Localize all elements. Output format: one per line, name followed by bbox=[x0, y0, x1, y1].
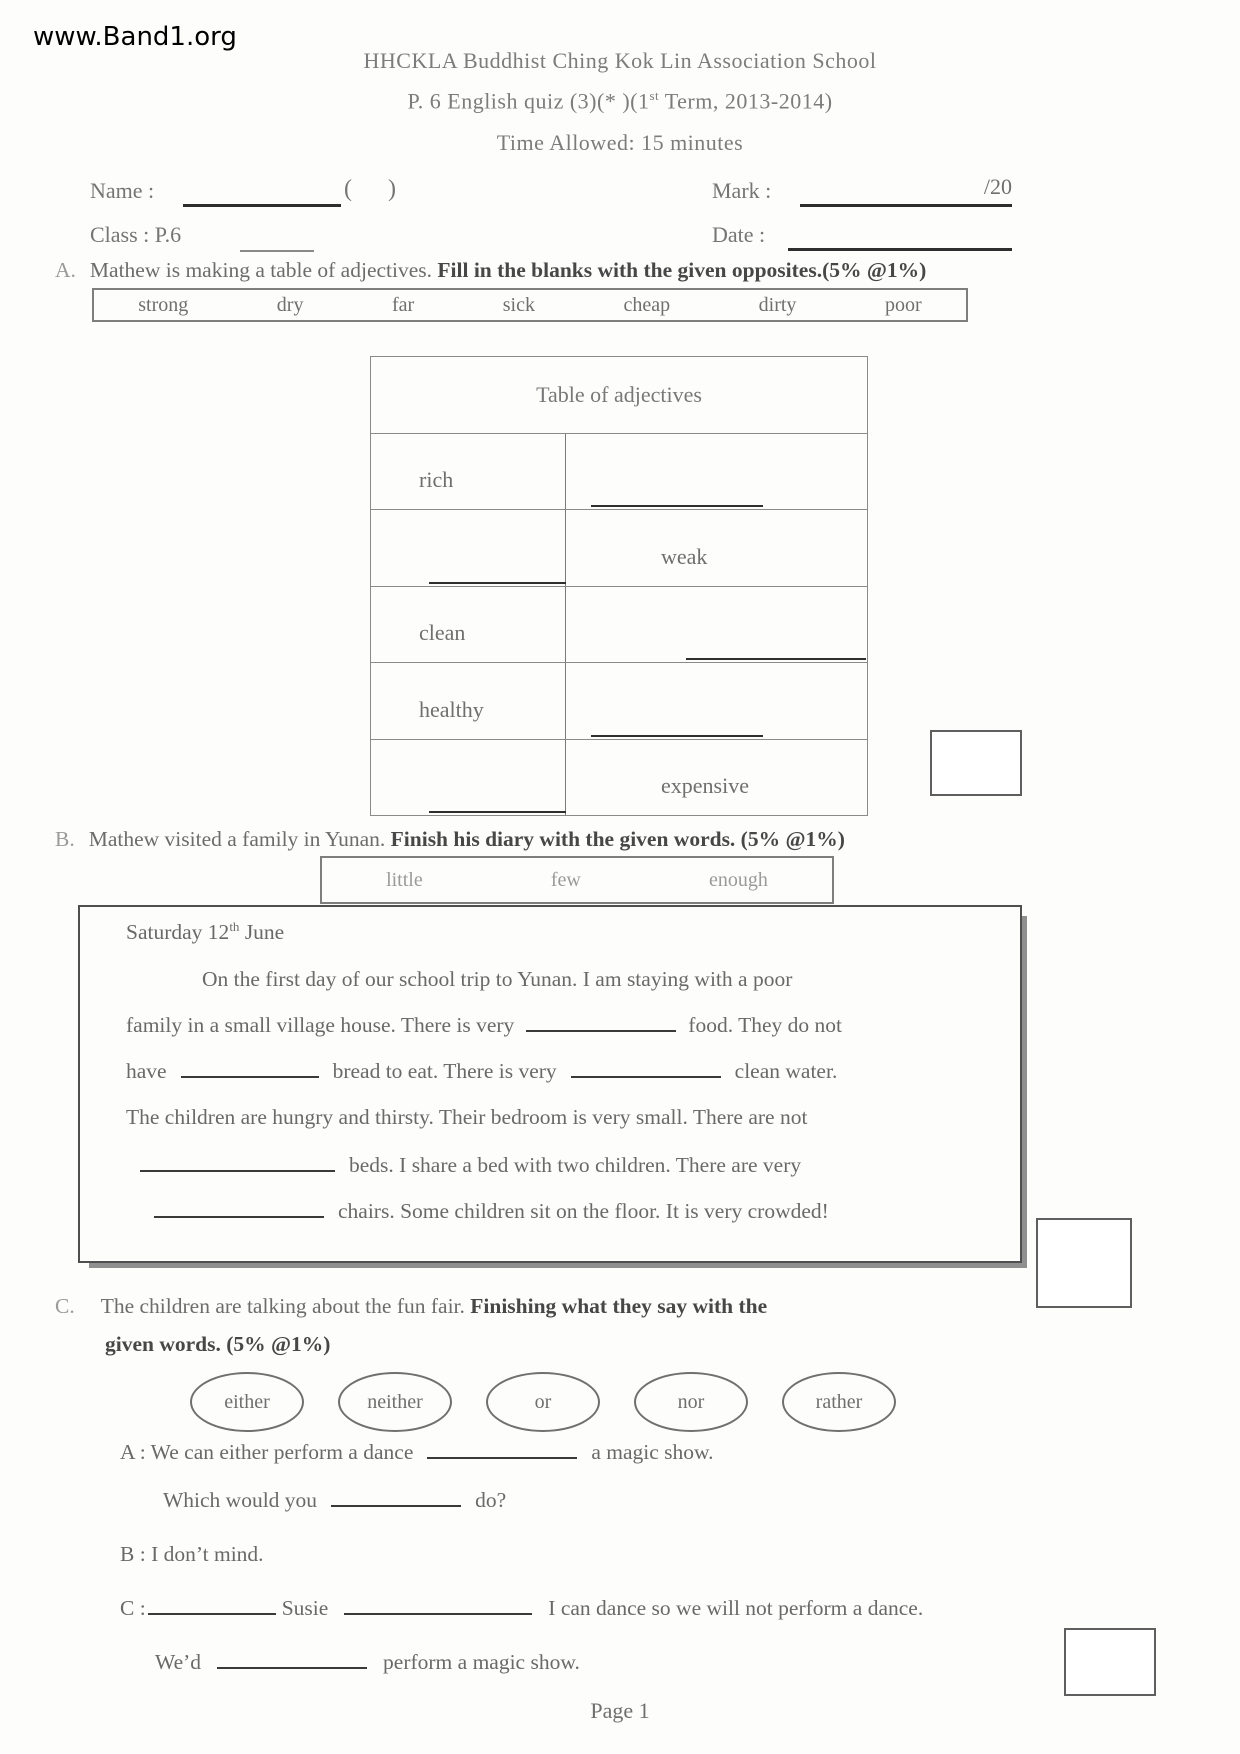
dialogue-line: B : I don’t mind. bbox=[120, 1542, 264, 1566]
diary-text: bread to eat. There is very bbox=[332, 1059, 557, 1083]
answer-blank bbox=[154, 1200, 324, 1218]
adjective-word: clean bbox=[419, 620, 466, 646]
adjective-cell bbox=[371, 663, 566, 738]
answer-blank bbox=[331, 1489, 461, 1507]
name-label: Name : bbox=[90, 178, 155, 203]
section-c-number: C. bbox=[55, 1294, 75, 1318]
dialogue-line bbox=[155, 1650, 580, 1675]
quiz-title bbox=[0, 88, 1240, 114]
score-box-a bbox=[930, 730, 1022, 796]
adjective-cell bbox=[371, 510, 566, 585]
name-blank bbox=[183, 178, 341, 207]
section-b-instruction-bold: Finish his diary with the given words. (5% @1%) bbox=[390, 827, 845, 851]
dialogue-line bbox=[120, 1596, 923, 1621]
table-row bbox=[371, 740, 867, 815]
adjective-cell bbox=[566, 510, 867, 585]
section-a-instruction-normal: Mathew is making a table of adjectives. bbox=[89, 258, 438, 282]
adjectives-table bbox=[370, 356, 868, 816]
word-oval: nor bbox=[634, 1372, 748, 1432]
score-box-c bbox=[1064, 1628, 1156, 1696]
diary-line bbox=[126, 1013, 842, 1038]
answer-blank bbox=[344, 1597, 532, 1615]
word-oval: or bbox=[486, 1372, 600, 1432]
name-paren: ( ) bbox=[344, 176, 396, 202]
table-row bbox=[371, 434, 867, 510]
word-oval: either bbox=[190, 1372, 304, 1432]
table-row bbox=[371, 510, 867, 586]
word-bank-a bbox=[92, 288, 968, 322]
dialogue-text: Susie bbox=[281, 1596, 329, 1620]
diary-text: chairs. Some children sit on the floor. It is very crowded! bbox=[338, 1199, 829, 1223]
watermark: www.Band1.org bbox=[33, 22, 237, 52]
answer-blank bbox=[526, 1014, 676, 1032]
mark-blank bbox=[800, 174, 1012, 207]
diary-date bbox=[126, 919, 284, 945]
mark-total: /20 bbox=[983, 174, 1012, 199]
answer-blank bbox=[217, 1651, 367, 1669]
page-number: Page 1 bbox=[590, 1698, 650, 1723]
dialogue-text: Which would you bbox=[163, 1488, 318, 1512]
word-bank-item: dirty bbox=[758, 293, 797, 316]
diary-box bbox=[78, 905, 1022, 1263]
answer-blank bbox=[571, 1060, 721, 1078]
quiz-title-sup: st bbox=[649, 88, 660, 103]
date-label: Date : bbox=[712, 222, 766, 247]
word-bank-item: far bbox=[392, 293, 415, 316]
word-bank-item: strong bbox=[138, 293, 189, 316]
word-bank-item: poor bbox=[884, 293, 922, 316]
diary-line bbox=[126, 1059, 837, 1084]
adjectives-table-title: Table of adjectives bbox=[371, 357, 867, 434]
word-bank-item: sick bbox=[502, 293, 535, 316]
diary-date-sup: th bbox=[229, 919, 240, 934]
adjective-cell bbox=[566, 740, 867, 815]
answer-blank bbox=[591, 505, 763, 507]
diary-date-pre: Saturday 12 bbox=[126, 920, 230, 945]
diary-text: clean water. bbox=[734, 1059, 838, 1083]
adjective-cell bbox=[566, 587, 867, 662]
dialogue-text: A : We can either perform a dance bbox=[120, 1440, 414, 1464]
section-a-number: A. bbox=[55, 258, 76, 282]
section-b-number: B. bbox=[55, 827, 75, 851]
adjective-word: healthy bbox=[419, 696, 484, 722]
section-a-instruction-bold: Fill in the blanks with the given opposites.(5% @1%) bbox=[437, 258, 927, 282]
school-name: HHCKLA Buddhist Ching Kok Lin Association School bbox=[363, 48, 877, 73]
word-bank-item: dry bbox=[276, 293, 304, 316]
word-bank-item: little bbox=[386, 868, 423, 891]
dialogue-line bbox=[120, 1440, 714, 1465]
diary-text: family in a small village house. There is very bbox=[126, 1013, 515, 1037]
section-a-instruction bbox=[55, 258, 926, 283]
word-ovals bbox=[190, 1372, 896, 1432]
quiz-title-post: Term, 2013-2014) bbox=[659, 88, 833, 114]
section-b-instruction-normal: Mathew visited a family in Yunan. bbox=[88, 827, 391, 851]
diary-line: On the first day of our school trip to Yunan. I am staying with a poor bbox=[202, 967, 793, 991]
table-row bbox=[371, 587, 867, 663]
dialogue-text: a magic show. bbox=[591, 1440, 714, 1464]
diary-line: The children are hungry and thirsty. Their bedroom is very small. There are not bbox=[126, 1105, 808, 1129]
section-b-instruction bbox=[55, 827, 845, 852]
date-blank bbox=[788, 218, 1012, 251]
dialogue-text: We’d bbox=[155, 1650, 202, 1674]
diary-date-post: June bbox=[239, 920, 285, 945]
adjective-word: weak bbox=[661, 543, 708, 569]
table-row bbox=[371, 663, 867, 739]
answer-blank bbox=[181, 1060, 319, 1078]
word-bank-b bbox=[320, 856, 834, 904]
score-box-b bbox=[1036, 1218, 1132, 1308]
class-blank bbox=[240, 226, 314, 252]
answer-blank bbox=[591, 735, 763, 737]
answer-blank bbox=[429, 582, 566, 584]
dialogue-text: do? bbox=[475, 1488, 507, 1512]
dialogue-line bbox=[163, 1488, 506, 1513]
diary-line bbox=[154, 1199, 829, 1224]
adjective-word: expensive bbox=[661, 773, 749, 799]
answer-blank bbox=[140, 1154, 335, 1172]
diary-line bbox=[140, 1153, 801, 1178]
answer-blank bbox=[427, 1441, 577, 1459]
dialogue-text: C : bbox=[120, 1596, 146, 1620]
adjective-cell bbox=[371, 740, 566, 815]
word-bank-item: few bbox=[550, 868, 581, 891]
section-c-instruction-bold-2: given words. (5% @1%) bbox=[105, 1332, 331, 1356]
adjective-cell bbox=[566, 663, 867, 738]
word-oval: rather bbox=[782, 1372, 896, 1432]
dialogue-text: perform a magic show. bbox=[383, 1650, 580, 1674]
adjective-cell bbox=[371, 587, 566, 662]
answer-blank bbox=[148, 1597, 276, 1615]
quiz-title-pre: P. 6 English quiz (3)(* )(1 bbox=[407, 88, 650, 114]
word-oval: neither bbox=[338, 1372, 452, 1432]
time-allowed: Time Allowed: 15 minutes bbox=[496, 130, 744, 155]
word-bank-item: cheap bbox=[623, 293, 671, 316]
dialogue-text: I can dance so we will not perform a dance. bbox=[548, 1596, 924, 1620]
adjective-cell bbox=[566, 434, 867, 509]
section-c-instruction-bold-1: Finishing what they say with the bbox=[470, 1294, 768, 1318]
class-label: Class : P.6 bbox=[90, 222, 182, 247]
adjective-word: rich bbox=[419, 467, 454, 493]
diary-text: beds. I share a bed with two children. There are very bbox=[349, 1153, 802, 1177]
section-c-instruction bbox=[55, 1294, 767, 1319]
mark-label: Mark : bbox=[712, 178, 772, 203]
adjective-cell bbox=[371, 434, 566, 509]
word-bank-item: enough bbox=[709, 868, 768, 891]
diary-text: have bbox=[126, 1059, 167, 1083]
section-c-instruction-normal: The children are talking about the fun fair. bbox=[100, 1294, 471, 1318]
answer-blank bbox=[686, 658, 866, 660]
diary-text: food. They do not bbox=[688, 1013, 842, 1037]
answer-blank bbox=[429, 811, 566, 813]
